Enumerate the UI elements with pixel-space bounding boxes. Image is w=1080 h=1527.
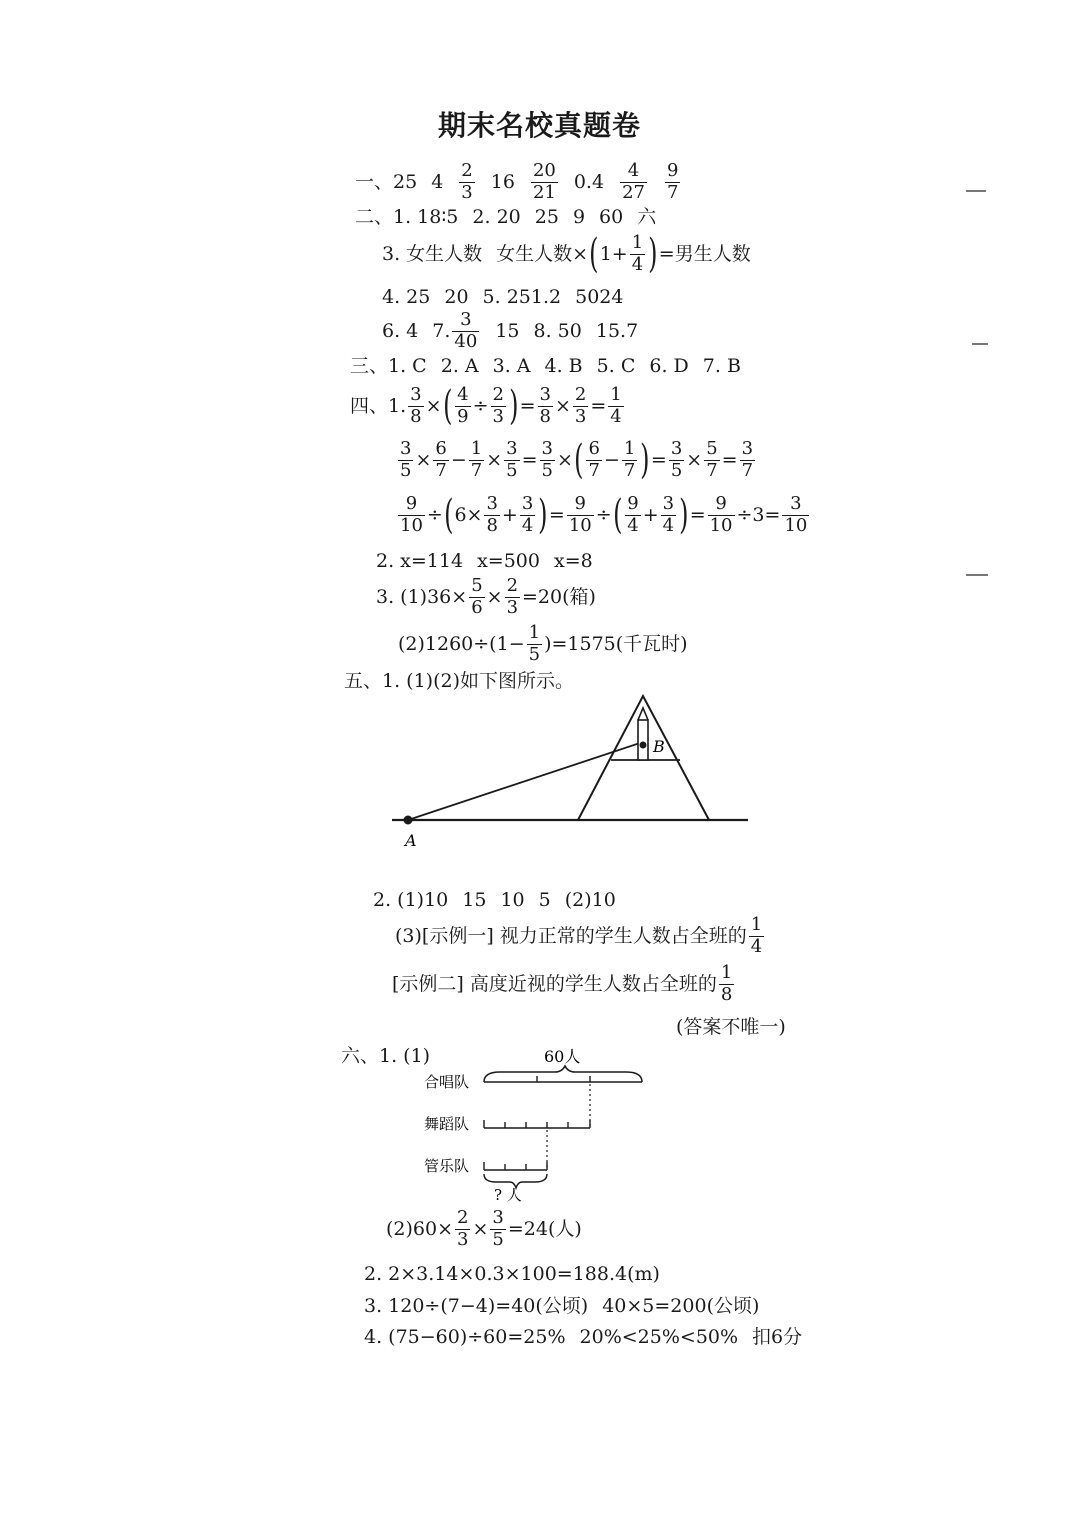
numerator: 1: [720, 962, 733, 983]
numerator: 3: [662, 493, 675, 514]
section-2-line-2: [382, 231, 751, 278]
answer-text: 3. 120÷(7−4)=40(公顷): [364, 1295, 589, 1317]
section-2-line-4: [382, 311, 638, 352]
numerator: 9: [405, 493, 418, 514]
answer-text: 25: [534, 206, 559, 228]
answer-text: 2. 2×3.14×0.3×100=188.4(m): [364, 1263, 660, 1285]
margin-mark: [966, 574, 988, 576]
question-number: 1.: [388, 394, 407, 417]
right-paren: ): [509, 383, 519, 430]
left-paren: (: [612, 492, 623, 539]
answer-text: 5: [538, 889, 551, 911]
fraction: [491, 386, 506, 427]
section-number: 二、: [355, 206, 394, 228]
section-4-line-1: [350, 383, 626, 430]
numerator: 20: [532, 160, 556, 181]
denominator: 5: [541, 459, 553, 481]
row-label-band: 管乐队: [424, 1157, 470, 1175]
section-5-line-3: [395, 916, 766, 957]
denominator: 7: [470, 459, 483, 481]
numerator: 3: [670, 438, 683, 459]
operator: ÷: [472, 394, 489, 417]
denominator: 3: [574, 405, 587, 427]
answer-text: 4. (75−60)÷60=25%: [364, 1326, 566, 1348]
numerator: 1: [623, 438, 636, 459]
numerator: 1: [528, 622, 541, 643]
answer-text: 7.: [432, 319, 451, 342]
answer-text: 9: [572, 206, 586, 228]
answer-text: x=500: [477, 550, 540, 572]
denominator: 4: [662, 514, 675, 536]
numerator: 3: [741, 438, 754, 459]
row-label-choir: 合唱队: [424, 1073, 470, 1091]
page-title: 期末名校真题卷: [438, 109, 642, 142]
operator: ×: [486, 448, 503, 471]
answer-text: (2)1260÷(1−: [398, 632, 525, 655]
answer-text: 2. (1)10: [373, 889, 449, 911]
right-paren: ): [648, 231, 658, 278]
operator: ×: [486, 585, 503, 608]
choice-answer: 7. B: [702, 355, 741, 377]
fraction: [398, 440, 413, 481]
operator: =: [519, 394, 536, 417]
answer-text: 2. 20: [472, 206, 521, 228]
section-number: 五、: [344, 670, 383, 692]
section-4-line-5: [376, 577, 596, 618]
section-5-line-4: [392, 964, 736, 1005]
section-number: 一、: [355, 170, 394, 193]
denominator: 3: [506, 596, 519, 618]
fraction: [665, 162, 680, 203]
answer-text: 六: [637, 206, 657, 228]
fraction: [520, 495, 535, 536]
fraction: [630, 234, 645, 275]
numerator: 4: [627, 160, 640, 181]
operator: =: [721, 448, 738, 471]
numerator: 3: [506, 438, 518, 459]
denominator: 3: [461, 181, 473, 203]
numerator: 3: [539, 384, 551, 405]
fraction: [505, 577, 520, 618]
operator: ×: [415, 448, 432, 471]
answer-text: (2)60×: [386, 1217, 454, 1240]
choice-answer: 1. C: [388, 355, 427, 377]
geometry-figure: [380, 690, 760, 860]
section-6-line-4: [364, 1297, 759, 1316]
section-number: 四、: [350, 394, 389, 417]
answer-value: 25: [393, 170, 418, 193]
numerator: 5: [471, 575, 483, 596]
fraction: [567, 495, 594, 536]
section-6-line-3: [364, 1265, 660, 1284]
fraction: [469, 577, 484, 618]
section-5-line-1: [344, 672, 574, 691]
answer-text: 3. (1)36×: [376, 585, 468, 608]
denominator: 8: [720, 983, 733, 1005]
fraction: [782, 495, 809, 536]
answer-text: 3. 女生人数: [382, 242, 483, 265]
left-paren: (: [443, 492, 454, 539]
answer-text: 女生人数×: [496, 242, 589, 265]
denominator: 5: [492, 1228, 504, 1250]
right-paren: ): [679, 492, 689, 539]
operator: +: [642, 503, 659, 526]
answer-text: (答案不唯一): [676, 1016, 786, 1038]
margin-mark: [972, 343, 988, 345]
section-2-line-1: [355, 208, 656, 227]
operator: ×: [472, 1217, 489, 1240]
answer-text: 10: [500, 889, 525, 911]
numerator: 6: [435, 438, 447, 459]
section-5-line-2: [373, 891, 616, 910]
fraction: [622, 440, 637, 481]
denominator: 10: [400, 514, 423, 536]
answer-value: 0.4: [573, 170, 605, 193]
fraction: [455, 1209, 470, 1250]
denominator: 8: [410, 405, 422, 427]
top-brace: [484, 1066, 642, 1082]
answer-text: 1. (1)(2)如下图所示。: [382, 670, 575, 692]
fraction: [527, 624, 542, 665]
numerator: 4: [457, 384, 469, 405]
fraction: [455, 386, 470, 427]
fraction: [661, 495, 676, 536]
answer-text: 20%<25%<50%: [579, 1326, 739, 1348]
answer-text: 8. 50: [533, 319, 582, 342]
unknown-label: ? 人: [494, 1186, 522, 1204]
numerator: 3: [400, 438, 412, 459]
total-label: 60人: [544, 1047, 581, 1066]
denominator: 7: [741, 459, 754, 481]
choice-answer: 3. A: [492, 355, 531, 377]
choice-answer: 6. D: [649, 355, 689, 377]
numerator: 9: [627, 493, 639, 514]
numerator: 5: [706, 438, 718, 459]
fraction: [708, 495, 735, 536]
left-paren: (: [573, 437, 584, 484]
numerator: 3: [492, 1207, 504, 1228]
operator: ÷: [595, 503, 612, 526]
fraction: [749, 916, 764, 957]
denominator: 10: [568, 514, 592, 536]
fraction: [740, 440, 755, 481]
answer-text: 15: [462, 889, 487, 911]
line-segment-diagram: [410, 1040, 660, 1210]
answer-text: 4. 25: [382, 286, 431, 308]
numerator: 6: [588, 438, 600, 459]
numerator: 1: [631, 232, 644, 253]
fraction: [669, 440, 684, 481]
answer-text: ÷3=: [736, 503, 781, 526]
operator: ×: [425, 394, 442, 417]
section-6-line-5: [364, 1328, 802, 1347]
fraction: [469, 440, 484, 481]
numerator: 9: [574, 493, 586, 514]
section-2-line-3: [382, 288, 623, 307]
answer-text: 1+: [599, 242, 628, 265]
answer-text: 6×: [454, 503, 483, 526]
denominator: 3: [492, 405, 504, 427]
numerator: 2: [492, 384, 504, 405]
fraction: [719, 964, 734, 1005]
numerator: 2: [574, 384, 587, 405]
numerator: 2: [461, 160, 473, 181]
answer-text: (2)10: [564, 889, 616, 911]
fraction: [452, 311, 479, 352]
answer-text: 1. 18∶5: [393, 206, 459, 228]
fraction: [433, 440, 448, 481]
fraction: [586, 440, 601, 481]
answer-text: 2. x=114: [376, 550, 464, 572]
fraction: [408, 386, 423, 427]
operator: +: [501, 503, 518, 526]
operator: ×: [686, 448, 703, 471]
denominator: 8: [539, 405, 551, 427]
answer-text: 扣6分: [752, 1326, 803, 1348]
answer-text: 1. (1): [379, 1045, 431, 1067]
denominator: 4: [521, 514, 534, 536]
answer-text: 20: [444, 286, 469, 308]
answer-text: 15.7: [595, 319, 639, 342]
denominator: 7: [706, 459, 718, 481]
numerator: 1: [750, 914, 763, 935]
left-paren: (: [589, 231, 599, 278]
pole-top: [638, 708, 648, 720]
denominator: 4: [750, 935, 763, 957]
denominator: 9: [457, 405, 469, 427]
denominator: 7: [588, 459, 600, 481]
point-b: [640, 742, 647, 749]
denominator: 8: [486, 514, 498, 536]
sight-line: [408, 742, 643, 820]
section-1-answers: [355, 162, 682, 203]
fraction: [504, 440, 519, 481]
numerator: 9: [666, 160, 679, 181]
answer-text: 15: [495, 319, 520, 342]
operator: ÷: [426, 503, 443, 526]
fraction: [531, 162, 558, 203]
numerator: 3: [486, 493, 498, 514]
answer-text: x=8: [553, 550, 593, 572]
denominator: 7: [666, 181, 679, 203]
denominator: 5: [670, 459, 683, 481]
answer-text: 5. 251.2: [482, 286, 562, 308]
operator: −: [603, 448, 620, 471]
operator: =: [689, 503, 706, 526]
fraction: [538, 386, 553, 427]
point-a: [404, 816, 413, 825]
numerator: 9: [715, 493, 727, 514]
section-3-answers: [350, 357, 741, 376]
fraction: [490, 1209, 505, 1250]
operator: ×: [554, 394, 571, 417]
operator: =: [590, 394, 607, 417]
numerator: 1: [470, 438, 483, 459]
margin-mark: [966, 190, 986, 192]
numerator: 3: [521, 493, 534, 514]
section-4-line-2: [396, 437, 757, 484]
denominator: 5: [506, 459, 518, 481]
numerator: 3: [541, 438, 553, 459]
choice-answer: 4. B: [544, 355, 583, 377]
answer-text: [示例二] 高度近视的学生人数占全班的: [392, 972, 717, 995]
denominator: 10: [709, 514, 733, 536]
pole: [638, 720, 648, 760]
numerator: 3: [460, 309, 472, 330]
denominator: 40: [454, 330, 478, 352]
denominator: 10: [784, 514, 808, 536]
operator: =: [548, 503, 565, 526]
answer-text: 6. 4: [382, 319, 419, 342]
numerator: 3: [790, 493, 802, 514]
answer-text: (3)[示例一] 视力正常的学生人数占全班的: [395, 924, 747, 947]
choice-answer: 5. C: [596, 355, 636, 377]
operator: =: [650, 448, 667, 471]
denominator: 6: [471, 596, 483, 618]
section-4-line-6: [398, 624, 688, 665]
numerator: 3: [410, 384, 422, 405]
answer-value: 16: [490, 170, 515, 193]
denominator: 21: [532, 181, 556, 203]
section-5-line-5: [676, 1018, 786, 1037]
fraction: [608, 386, 623, 427]
right-paren: ): [640, 437, 650, 484]
fraction: [620, 162, 647, 203]
denominator: 7: [623, 459, 636, 481]
section-4-line-4: [376, 552, 593, 571]
denominator: 5: [400, 459, 412, 481]
denominator: 3: [457, 1228, 469, 1250]
numerator: 2: [457, 1207, 469, 1228]
answer-text: =24(人): [507, 1217, 582, 1240]
denominator: 27: [622, 181, 645, 203]
fraction: [459, 162, 474, 203]
answer-text: =20(箱): [522, 585, 596, 608]
answer-value: 4: [431, 170, 444, 193]
answer-text: 5024: [575, 286, 624, 308]
fraction: [704, 440, 719, 481]
answer-text: 60: [599, 206, 624, 228]
fraction: [484, 495, 499, 536]
fraction: [625, 495, 640, 536]
numerator: 2: [506, 575, 519, 596]
section-number: 三、: [350, 355, 389, 377]
fraction: [573, 386, 588, 427]
operator: −: [450, 448, 467, 471]
row-label-dance: 舞蹈队: [424, 1115, 470, 1133]
denominator: 4: [610, 405, 622, 427]
operator: ×: [556, 448, 573, 471]
left-paren: (: [442, 383, 453, 430]
answer-text: )=1575(千瓦时): [544, 632, 688, 655]
answer-text: 40×5=200(公顷): [602, 1295, 760, 1317]
numerator: 1: [610, 384, 622, 405]
fraction: [540, 440, 555, 481]
denominator: 4: [631, 253, 644, 275]
fraction: [398, 495, 425, 536]
choice-answer: 2. A: [440, 355, 479, 377]
answer-text: =男生人数: [658, 242, 751, 265]
denominator: 5: [528, 643, 541, 665]
denominator: 7: [435, 459, 447, 481]
operator: =: [521, 448, 538, 471]
section-4-line-3: [396, 492, 811, 539]
denominator: 4: [627, 514, 639, 536]
section-6-line-2: [386, 1209, 582, 1250]
right-paren: ): [538, 492, 548, 539]
label-a: A: [405, 831, 417, 850]
label-b: B: [653, 737, 665, 756]
section-number: 六、: [341, 1045, 380, 1067]
